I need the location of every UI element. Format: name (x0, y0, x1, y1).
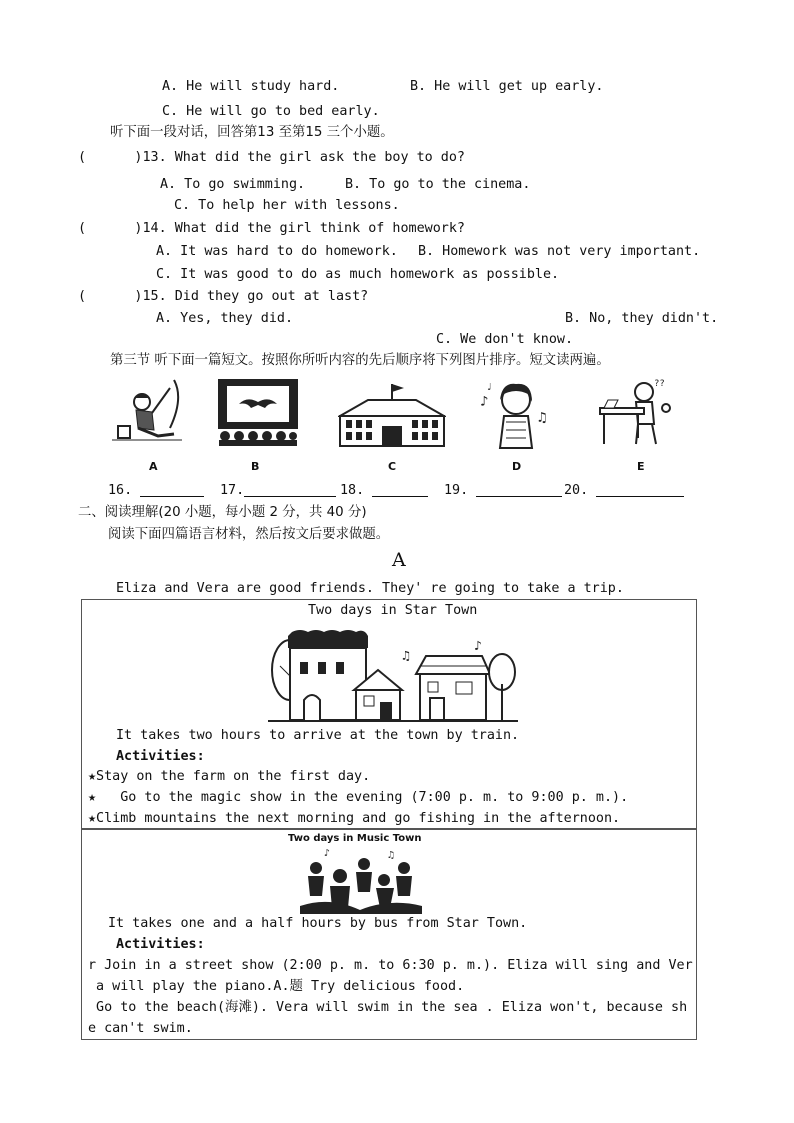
picture-label-c: C (388, 460, 397, 473)
svg-text:♪: ♪ (474, 639, 482, 654)
q12-option-b: B. He will get up early. (410, 79, 604, 94)
music-town-line-3: Go to the beach(海滩). Vera will swim in the sea . Eliza won't, because sh (88, 1000, 688, 1015)
picture-label-e: E (637, 460, 645, 473)
svg-text:♫: ♫ (388, 850, 395, 861)
star-town-travel: It takes two hours to arrive at the town by train. (116, 728, 520, 743)
star-town-activity-1: ★Stay on the farm on the first day. (88, 769, 371, 784)
music-town-activities-label: Activities: (116, 937, 205, 952)
passage-intro: Eliza and Vera are good friends. They' re going to take a trip. (116, 581, 624, 596)
blank-16[interactable]: 16. (108, 484, 204, 497)
q14-option-b: B. Homework was not very important. (418, 244, 701, 259)
star-town-activity-2: ★ Go to the magic show in the evening (7:00 p. m. to 9:00 p. m.). (88, 790, 629, 805)
school-building-picture (338, 382, 446, 448)
instruction-13-15: 听下面一段对话，回答第13 至第15 三个小题。 (110, 125, 394, 140)
star-town-activities-label: Activities: (116, 749, 205, 764)
q13-option-a: A. To go swimming. (160, 177, 306, 192)
music-town-line-1: r Join in a street show (2:00 p. m. to 6:30 p. m.). Eliza will sing and Ver (88, 958, 693, 973)
music-town-crowd-picture (300, 846, 422, 914)
girl-singing-picture (478, 378, 554, 450)
boy-fishing-picture (112, 378, 192, 448)
q15-option-c: C. We don't know. (436, 332, 574, 347)
blank-19[interactable]: 19. (444, 484, 562, 497)
music-town-line-4: e can't swim. (88, 1021, 193, 1036)
cinema-picture (217, 378, 299, 448)
star-town-activity-3: ★Climb mountains the next morning and go fishing in the afternoon. (88, 811, 621, 826)
svg-text:♪: ♪ (324, 848, 331, 859)
blank-18[interactable]: 18. (340, 484, 428, 497)
part2-title: 二、阅读理解(20 小题，每小题 2 分，共 40 分) (78, 505, 367, 520)
svg-text:♫: ♫ (538, 410, 547, 426)
picture-label-d: D (512, 460, 522, 473)
svg-text:♫: ♫ (402, 649, 410, 664)
q14-stem: ( )14. What did the girl think of homework? (78, 221, 465, 236)
music-town-line-2: a will play the piano.A.题 Try delicious food. (88, 979, 465, 994)
svg-text:??: ?? (654, 379, 665, 389)
boy-at-desk-picture (596, 378, 674, 448)
picture-label-b: B (251, 460, 260, 473)
svg-text:♩: ♩ (486, 382, 493, 393)
q15-option-a: A. Yes, they did. (156, 311, 294, 326)
part2-instruction: 阅读下面四篇语言材料，然后按文后要求做题。 (108, 527, 390, 542)
q14-option-c: C. It was good to do as much homework as possible. (156, 267, 560, 282)
q13-stem: ( )13. What did the girl ask the boy to do? (78, 150, 465, 165)
q14-option-a: A. It was hard to do homework. (156, 244, 398, 259)
q12-option-c: C. He will go to bed early. (162, 104, 380, 119)
music-town-travel: It takes one and a half hours by bus from Star Town. (108, 916, 528, 931)
q13-option-c: C. To help her with lessons. (174, 198, 400, 213)
section3-instruction: 第三节 听下面一篇短文。按照你所听内容的先后顺序将下列图片排序。短文读两遍。 (110, 353, 610, 368)
passage-letter: A (392, 549, 406, 571)
music-town-title: Two days in Music Town (288, 833, 422, 844)
q13-option-b: B. To go to the cinema. (345, 177, 531, 192)
blank-20[interactable]: 20. (564, 484, 684, 497)
q15-option-b: B. No, they didn't. (565, 311, 719, 326)
town-houses-picture (268, 626, 518, 724)
picture-label-a: A (149, 460, 158, 473)
blank-17[interactable]: 17. (220, 484, 336, 497)
q12-option-a: A. He will study hard. (162, 79, 340, 94)
q15-stem: ( )15. Did they go out at last? (78, 289, 369, 304)
star-town-title: Two days in Star Town (308, 603, 478, 618)
svg-text:♪: ♪ (480, 394, 489, 410)
